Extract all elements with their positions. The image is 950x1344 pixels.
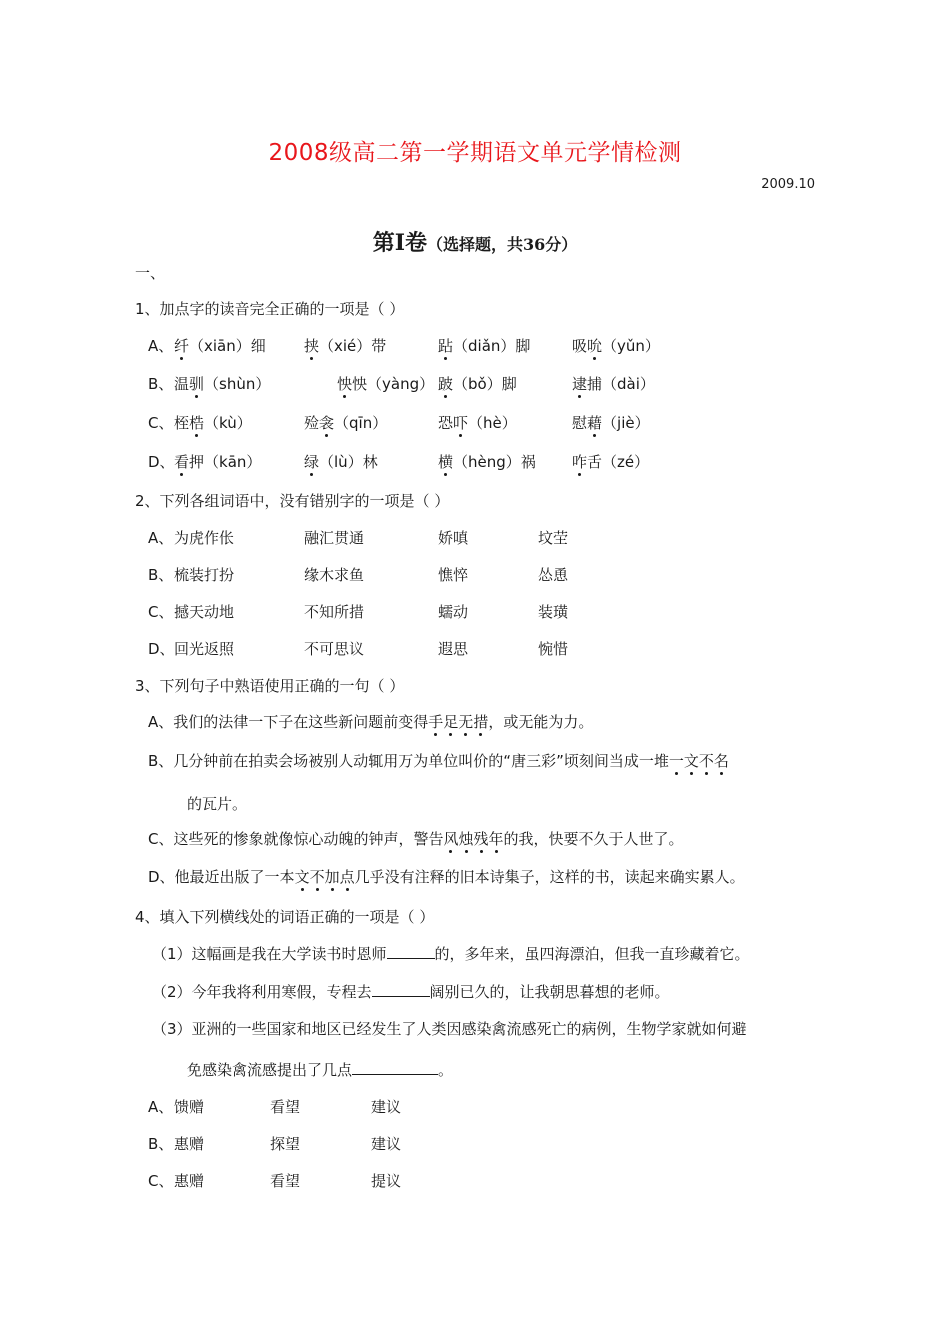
q2-a-word1: 为虎作伥: [174, 529, 235, 547]
q3-option-c: C、这些死的惨象就像惊心动魄的钟声，警告风烛残年的我，快要不久于人世了。: [148, 830, 684, 848]
q2-option-a-label: A、: [148, 529, 174, 547]
document-title: 2008级高二第一学期语文单元学情检测: [268, 140, 682, 166]
q2-a-word3: 娇嗔: [438, 529, 469, 547]
section-sub: （选择题，共36分）: [427, 235, 578, 254]
q4-c-word3: 提议: [371, 1172, 402, 1190]
section-main: 第Ⅰ卷: [372, 230, 427, 256]
q2-option-c-label: C、: [148, 603, 174, 621]
q4-a-word2: 看望: [270, 1098, 301, 1116]
q4-sentence-2: （2）今年我将利用寒假，专程去 阔别已久的，让我朝思暮想的老师。: [152, 983, 670, 1001]
q1-c-word1: 桎梏（kù）: [174, 414, 252, 432]
part-label: 一、: [135, 264, 166, 282]
q4-a-word3: 建议: [371, 1098, 402, 1116]
q4-sentence-1: （1）这幅画是我在大学读书时恩师 的，多年来，虽四海漂泊，但我一直珍藏着它。: [152, 945, 750, 963]
q2-a-word4: 坟茔: [538, 529, 569, 547]
q3-option-d: D、他最近出版了一本文不加点几乎没有注释的旧本诗集子，这样的书，读起来确实累人。: [148, 868, 745, 886]
q3-option-a: A、我们的法律一下子在这些新问题前变得手足无措，或无能为力。: [148, 713, 594, 731]
q2-option-d-label: D、: [148, 640, 175, 658]
q2-d-word4: 惋惜: [538, 640, 569, 658]
q3-option-b: B、几分钟前在拍卖会场被别人动辄用万为单位叫价的“唐三彩”顷刻间当成一堆一文不名: [148, 752, 729, 770]
q4-c-word2: 看望: [270, 1172, 301, 1190]
q2-stem: 2、下列各组词语中，没有错别字的一项是（ ）: [135, 492, 450, 510]
q1-b-word1: 温驯（shùn）: [174, 375, 271, 393]
q2-b-word4: 怂恿: [538, 566, 569, 584]
blank-1: [387, 946, 435, 959]
q1-b-word2: 怏怏（yàng）: [337, 375, 435, 393]
blank-2: [372, 984, 430, 997]
exam-date: 2009.10: [761, 177, 815, 192]
q1-c-word3: 恐吓（hè）: [438, 414, 517, 432]
q1-c-word2: 殓衾（qīn）: [304, 414, 388, 432]
q2-b-word3: 憔悴: [438, 566, 469, 584]
q3-stem: 3、下列句子中熟语使用正确的一句（ ）: [135, 677, 405, 695]
q2-d-word2: 不可思议: [304, 640, 365, 658]
q4-b-word1: 惠赠: [174, 1135, 205, 1153]
q2-c-word4: 装璜: [538, 603, 569, 621]
q2-c-word2: 不知所措: [304, 603, 365, 621]
q1-a-word4: 吸吮（yǔn）: [572, 337, 660, 355]
q4-b-word3: 建议: [371, 1135, 402, 1153]
q1-option-a-label: A、: [148, 337, 174, 355]
q1-a-word1: 纤（xiān）细: [174, 337, 266, 355]
q2-option-b-label: B、: [148, 566, 174, 584]
q1-d-word1: 看押（kān）: [174, 453, 262, 471]
q4-stem: 4、填入下列横线处的词语正确的一项是（ ）: [135, 908, 435, 926]
q1-b-word3: 跛（bǒ）脚: [438, 375, 517, 393]
section-heading: [0, 226, 950, 257]
q2-b-word1: 梳装打扮: [174, 566, 235, 584]
q4-sentence-3-continuation: 免感染禽流感提出了几点 。: [187, 1061, 454, 1079]
q1-stem: 1、加点字的读音完全正确的一项是（ ）: [135, 300, 405, 318]
q4-c-word1: 惠赠: [174, 1172, 205, 1190]
q2-b-word2: 缘木求鱼: [304, 566, 365, 584]
q4-b-word2: 探望: [270, 1135, 301, 1153]
q4-sentence-3: （3）亚洲的一些国家和地区已经发生了人类因感染禽流感死亡的病例，生物学家就如何避: [152, 1020, 747, 1038]
q4-option-b-label: B、: [148, 1135, 174, 1153]
q1-c-word4: 慰藉（jiè）: [572, 414, 650, 432]
q4-a-word1: 馈赠: [174, 1098, 205, 1116]
q2-a-word2: 融汇贯通: [304, 529, 365, 547]
q2-c-word1: 撼天动地: [174, 603, 235, 621]
q2-c-word3: 蠕动: [438, 603, 469, 621]
q2-d-word1: 回光返照: [174, 640, 235, 658]
q1-d-word3: 横（hèng）祸: [438, 453, 536, 471]
q1-a-word3: 跕（diǎn）脚: [438, 337, 531, 355]
blank-3: [352, 1062, 438, 1075]
q1-d-word4: 咋舌（zé）: [572, 453, 650, 471]
q3-option-b-continuation: 的瓦片。: [187, 795, 248, 813]
q1-a-word2: 挟（xié）带: [304, 337, 387, 355]
q2-d-word3: 遐思: [438, 640, 469, 658]
q1-d-word2: 绿（lù）林: [304, 453, 378, 471]
q1-b-word4: 逮捕（dài）: [572, 375, 655, 393]
q4-option-a-label: A、: [148, 1098, 174, 1116]
q1-option-b-label: B、: [148, 375, 174, 393]
q4-option-c-label: C、: [148, 1172, 174, 1190]
q1-option-c-label: C、: [148, 414, 174, 432]
q1-option-d-label: D、: [148, 453, 175, 471]
